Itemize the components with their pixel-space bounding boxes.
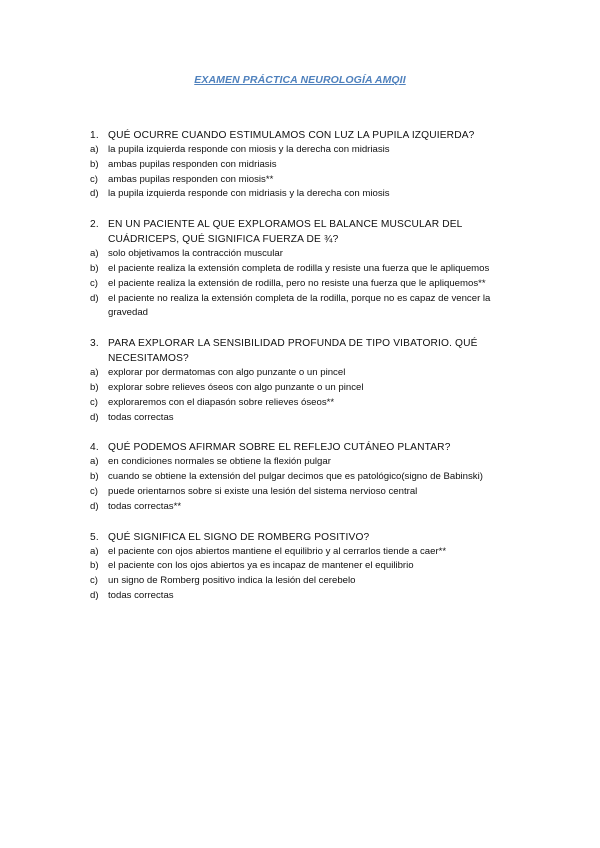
- option-text: el paciente no realiza la extensión completa de la rodilla, porque no es capaz de vencer la gravedad: [108, 292, 491, 319]
- question-text: PARA EXPLORAR LA SENSIBILIDAD PROFUNDA DE TIPO VIBATORIO. QUÉ NECESITAMOS?: [108, 338, 478, 365]
- answer-option: [90, 559, 510, 574]
- answer-option: [90, 455, 510, 470]
- answer-options: [90, 366, 510, 425]
- option-letter: d): [90, 500, 99, 512]
- option-letter: d): [90, 411, 99, 423]
- exam-title: EXAMEN PRÁCTICA NEUROLOGÍA AMQII: [194, 74, 406, 86]
- option-letter: c): [90, 277, 98, 289]
- question-number: 1.: [90, 130, 99, 141]
- option-text: explorar sobre relieves óseos con algo punzante o un pincel: [108, 381, 364, 393]
- question-heading: [90, 440, 510, 455]
- option-letter: a): [90, 367, 99, 379]
- question-text: QUÉ SIGNIFICA EL SIGNO DE ROMBERG POSITIVO?: [108, 531, 370, 543]
- option-letter: a): [90, 248, 99, 260]
- answer-option: [90, 277, 510, 292]
- question-2: [90, 217, 510, 321]
- option-letter: c): [90, 485, 98, 497]
- question-4: [90, 440, 510, 514]
- answer-option: [90, 589, 510, 604]
- answer-option: [90, 158, 510, 173]
- answer-option: [90, 545, 510, 560]
- option-text: el paciente realiza la extensión de rodilla, pero no resiste una fuerza que le apliquemos**: [108, 277, 486, 289]
- option-text: el paciente con ojos abiertos mantiene el equilibrio y al cerrarlos tiende a caer**: [108, 545, 447, 557]
- question-5: [90, 530, 510, 604]
- option-letter: b): [90, 262, 99, 274]
- answer-option: [90, 574, 510, 589]
- option-letter: c): [90, 173, 98, 185]
- answer-option: [90, 247, 510, 262]
- question-number: 3.: [90, 338, 99, 350]
- option-text: exploraremos con el diapasón sobre relieves óseos**: [108, 396, 335, 408]
- option-letter: d): [90, 188, 99, 200]
- option-letter: a): [90, 456, 99, 468]
- question-number: 5.: [90, 531, 99, 543]
- question-heading: [90, 530, 510, 545]
- answer-options: [90, 247, 510, 321]
- answer-option: [90, 411, 510, 426]
- answer-option: [90, 500, 510, 515]
- option-letter: b): [90, 381, 99, 393]
- option-letter: a): [90, 144, 99, 155]
- question-text: EN UN PACIENTE AL QUE EXPLORAMOS EL BALANCE MUSCULAR DEL CUÁDRICEPS, QUÉ SIGNIFICA FUERZA DE ¾?: [108, 219, 463, 246]
- option-letter: d): [90, 292, 99, 304]
- question-text: QUÉ PODEMOS AFIRMAR SOBRE EL REFLEJO CUTÁNEO PLANTAR?: [108, 442, 451, 454]
- option-text: en condiciones normales se obtiene la flexión pulgar: [108, 456, 331, 468]
- option-text: ambas pupilas responden con miosis**: [108, 173, 274, 185]
- question-1: [90, 128, 510, 202]
- answer-option: [90, 470, 510, 485]
- answer-options: [90, 143, 510, 202]
- answer-option: [90, 262, 510, 277]
- question-text: QUÉ OCURRE CUANDO ESTIMULAMOS CON LUZ LA PUPILA IZQUIERDA?: [108, 130, 475, 141]
- answer-options: [90, 455, 510, 514]
- question-heading: [90, 217, 510, 247]
- option-text: el paciente realiza la extensión completa de rodilla y resiste una fuerza que le apliquemos: [108, 262, 490, 274]
- option-letter: c): [90, 396, 98, 408]
- option-letter: d): [90, 589, 99, 601]
- question-number: 2.: [90, 219, 99, 231]
- answer-option: [90, 381, 510, 396]
- option-text: un signo de Romberg positivo indica la lesión del cerebelo: [108, 575, 356, 587]
- option-letter: b): [90, 471, 99, 483]
- option-text: puede orientarnos sobre si existe una lesión del sistema nervioso central: [108, 485, 418, 497]
- question-heading: [90, 128, 510, 143]
- option-text: la pupila izquierda responde con midriasis y la derecha con miosis: [108, 188, 390, 200]
- option-letter: b): [90, 158, 99, 170]
- option-letter: c): [90, 575, 98, 587]
- option-text: explorar por dermatomas con algo punzante o un pincel: [108, 367, 346, 379]
- option-text: solo objetivamos la contracción muscular: [108, 248, 283, 260]
- answer-option: [90, 396, 510, 411]
- answer-options: [90, 545, 510, 604]
- option-letter: a): [90, 545, 99, 557]
- answer-option: [90, 292, 510, 322]
- answer-option: [90, 366, 510, 381]
- answer-option: [90, 485, 510, 500]
- option-text: todas correctas**: [108, 500, 182, 512]
- question-3: [90, 336, 510, 425]
- option-text: ambas pupilas responden con midriasis: [108, 158, 277, 170]
- option-text: la pupila izquierda responde con miosis y la derecha con midriasis: [108, 144, 390, 155]
- option-text: todas correctas: [108, 589, 174, 601]
- option-text: cuando se obtiene la extensión del pulgar decimos que es patológico(signo de Babinski): [108, 471, 483, 483]
- answer-option: [90, 173, 510, 188]
- question-number: 4.: [90, 442, 99, 454]
- option-text: todas correctas: [108, 411, 174, 423]
- question-list: [90, 128, 510, 619]
- answer-option: [90, 187, 510, 202]
- answer-option: [90, 143, 510, 158]
- option-text: el paciente con los ojos abiertos ya es incapaz de mantener el equilibrio: [108, 560, 414, 572]
- option-letter: b): [90, 560, 99, 572]
- question-heading: [90, 336, 510, 366]
